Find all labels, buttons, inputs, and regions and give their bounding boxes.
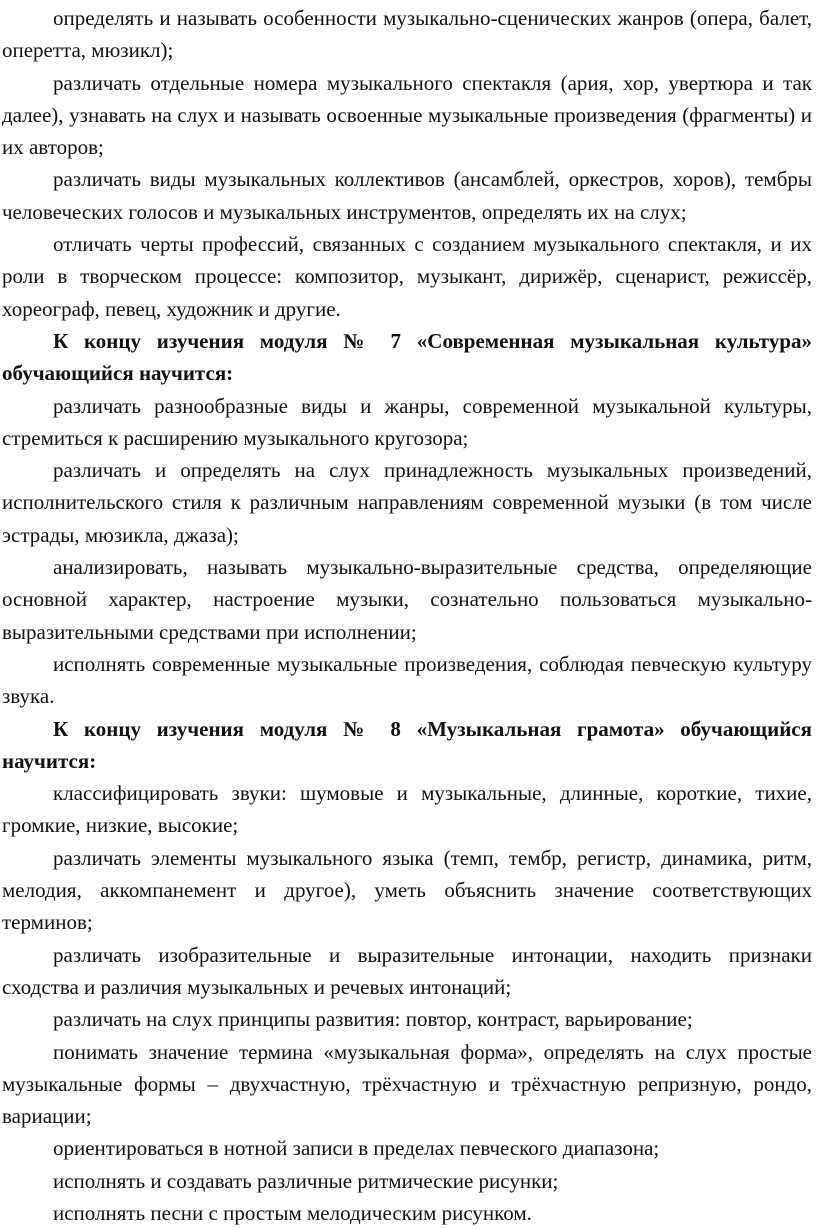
paragraph-sound-classification: классифицировать звуки: шумовые и музыкальные, длинные, короткие, тихие, громкие, низкие, высокие;: [2, 781, 812, 838]
paragraph-rhythm-patterns: исполнять и создавать различные ритмические рисунки;: [53, 1168, 559, 1193]
paragraph-ensembles: различать виды музыкальных коллективов (ансамблей, оркестров, хоров), тембры человеческих голосов и музыкальных инструментов, определять их на слух;: [2, 167, 812, 224]
paragraph-development-principles: различать на слух принципы развития: повтор, контраст, варьирование;: [53, 1007, 693, 1032]
paragraph-genres: определять и называть особенности музыкально-сценических жанров (опера, балет, оперетта, мюзикл);: [2, 6, 812, 63]
paragraph-melodic-songs: исполнять песни с простым мелодическим рисунком.: [53, 1200, 532, 1225]
paragraph-intonations: различать изобразительные и выразительные интонации, находить признаки сходства и различия музыкальных и речевых интонаций;: [2, 942, 812, 999]
heading-module-8: К концу изучения модуля № 8 «Музыкальная грамота» обучающийся научится:: [2, 716, 812, 773]
paragraph-musical-form: понимать значение термина «музыкальная форма», определять на слух простые музыкальные формы – двухчастную, трёхчастную и трёхчастную репризную, рондо, вариации;: [2, 1039, 812, 1129]
paragraph-modern-styles: различать и определять на слух принадлежность музыкальных произведений, исполнительского стиля к различным направлениям современной музыки (в том числе эстрады, мюзикла, джаза);: [2, 458, 812, 547]
paragraph-music-language: различать элементы музыкального языка (темп, тембр, регистр, динамика, ритм, мелодия, аккомпанемент и другое), уметь объяснить значение соответствующих терминов;: [2, 845, 812, 935]
paragraph-modern-performance: исполнять современные музыкальные произведения, соблюдая певческую культуру звука.: [2, 651, 812, 709]
paragraph-modern-genres: различать разнообразные виды и жанры, современной музыкальной культуры, стремиться к расширению музыкального кругозора;: [2, 393, 812, 450]
paragraph-professions: отличать черты профессий, связанных с созданием музыкального спектакля, и их роли в творческом процессе: композитор, музыкант, дирижёр, сценарист, режиссёр, хореограф, певец, художник и другие.: [2, 232, 812, 321]
heading-module-7: К концу изучения модуля № 7 «Современная музыкальная культура» обучающийся научится:: [2, 328, 812, 386]
paragraph-notation: ориентироваться в нотной записи в пределах певческого диапазона;: [53, 1136, 660, 1161]
paragraph-performance-numbers: различать отдельные номера музыкального спектакля (ария, хор, увертюра и так далее), узнавать на слух и называть освоенные музыкальные произведения (фрагменты) и их авторов;: [2, 70, 812, 160]
paragraph-expressive-means: анализировать, называть музыкально-выразительные средства, определяющие основной характер, настроение музыки, сознательно пользоваться музыкально-выразительными средствами при исполнении;: [2, 555, 812, 644]
